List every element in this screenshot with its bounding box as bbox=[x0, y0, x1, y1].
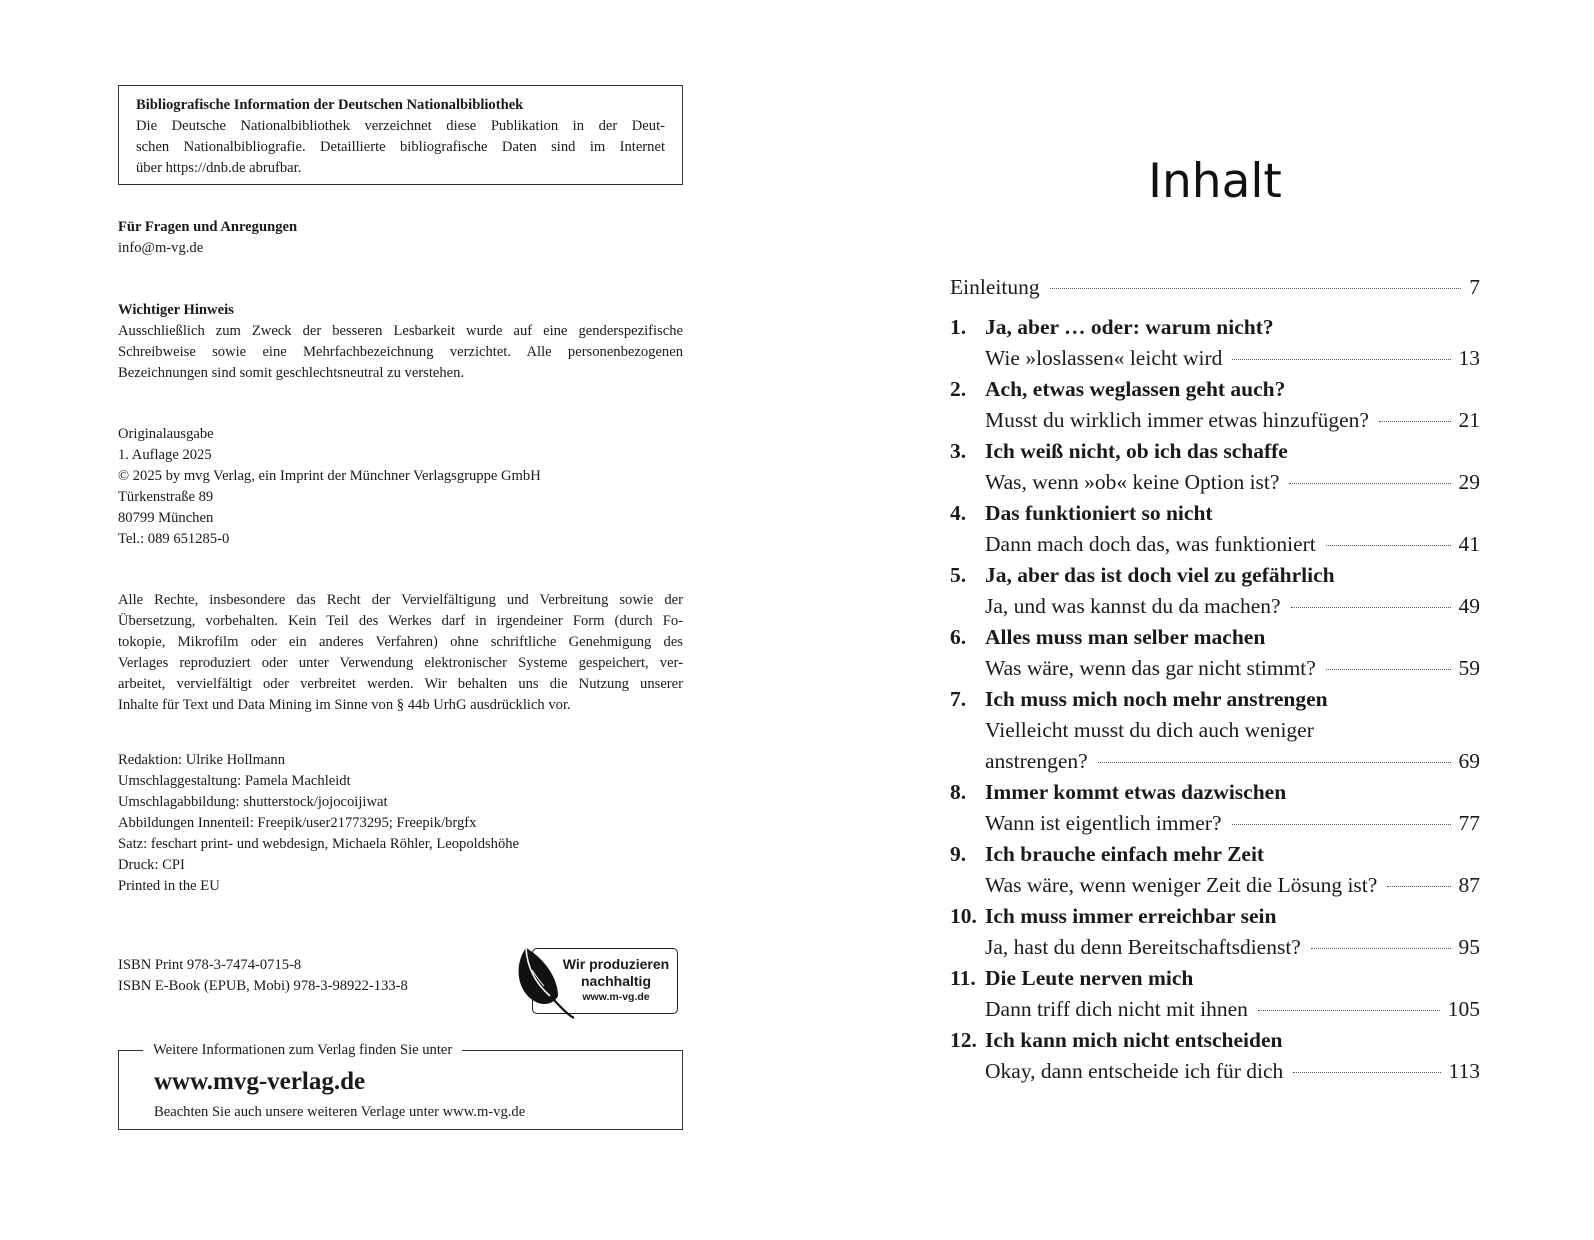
credit-line: Satz: feschart print- und webdesign, Michaela Röhler, Leopoldshöhe bbox=[118, 836, 520, 852]
toc-page-number: 113 bbox=[1448, 1059, 1480, 1083]
toc-entry-label: Einleitung bbox=[950, 275, 1040, 299]
rights-line: Verlages reproduziert oder unter Verwendung elektronischer Systeme gespeichert, ver- bbox=[118, 655, 683, 671]
rights-line: tokopie, Mikrofilm oder ein anderes Verfahren) ohne schriftliche Genehmigung des bbox=[118, 634, 683, 650]
chapter-title: Das funktioniert so nicht bbox=[985, 501, 1213, 525]
chapter-title: Ja, aber das ist doch viel zu gefährlich bbox=[985, 563, 1335, 587]
toc-chapter-heading[interactable] bbox=[950, 374, 1480, 405]
toc-subtitle-row[interactable] bbox=[950, 932, 1480, 963]
questions-heading: Für Fragen und Anregungen bbox=[118, 219, 298, 235]
credits-section bbox=[118, 750, 683, 897]
chapter-subtitle: Dann triff dich nicht mit ihnen bbox=[985, 997, 1248, 1021]
chapter-title: Die Leute nerven mich bbox=[985, 966, 1194, 990]
chapter-number: 9. bbox=[950, 842, 967, 866]
edition-line: 80799 München bbox=[118, 510, 214, 526]
chapter-subtitle: anstrengen? bbox=[985, 749, 1088, 773]
publisher-url[interactable]: www.mvg-verlag.de bbox=[154, 1068, 366, 1095]
leader-dots bbox=[1379, 421, 1451, 422]
chapter-title: Ich muss immer erreichbar sein bbox=[985, 904, 1277, 928]
chapter-title: Ich brauche einfach mehr Zeit bbox=[985, 842, 1265, 866]
toc-page-number: 41 bbox=[1458, 532, 1480, 556]
rights-line: Übersetzung, vorbehalten. Kein Teil des Werkes darf in irgendeiner Form (durch Fo- bbox=[118, 613, 683, 629]
toc-page-number: 87 bbox=[1458, 873, 1480, 897]
toc-subtitle-row[interactable] bbox=[950, 405, 1480, 436]
toc-chapter-heading[interactable] bbox=[950, 839, 1480, 870]
credit-line: Redaktion: Ulrike Hollmann bbox=[118, 752, 285, 768]
isbn-print: ISBN Print 978-3-7474-0715-8 bbox=[118, 957, 302, 973]
toc-chapter-heading[interactable] bbox=[950, 963, 1480, 994]
rights-section bbox=[118, 590, 683, 716]
toc-chapter-heading[interactable] bbox=[950, 901, 1480, 932]
edition-line: Originalausgabe bbox=[118, 426, 214, 442]
rights-line: Inhalte für Text und Data Mining im Sinne von § 44b UrhG ausdrücklich vor. bbox=[118, 697, 571, 713]
toc-list bbox=[950, 272, 1480, 1087]
seal-line-1: Wir produzieren bbox=[562, 956, 670, 972]
chapter-title: Immer kommt etwas dazwischen bbox=[985, 780, 1287, 804]
chapter-number: 7. bbox=[950, 687, 967, 711]
notice-section bbox=[118, 300, 683, 384]
chapter-subtitle: Wie »loslassen« leicht wird bbox=[985, 346, 1223, 370]
chapter-number: 2. bbox=[950, 377, 967, 401]
toc-subtitle-row[interactable] bbox=[950, 808, 1480, 839]
toc-chapter-heading[interactable] bbox=[950, 684, 1480, 715]
chapter-number: 6. bbox=[950, 625, 967, 649]
toc-chapter-heading[interactable] bbox=[950, 622, 1480, 653]
toc-chapter-heading[interactable] bbox=[950, 312, 1480, 343]
chapter-subtitle: Was wäre, wenn das gar nicht stimmt? bbox=[985, 656, 1316, 680]
toc-subtitle-row[interactable] bbox=[950, 994, 1480, 1025]
leader-dots bbox=[1387, 886, 1450, 887]
chapter-number: 3. bbox=[950, 439, 967, 463]
chapter-subtitle: Dann mach doch das, was funktioniert bbox=[985, 532, 1316, 556]
toc-subtitle-row[interactable] bbox=[950, 746, 1480, 777]
toc-page-number: 29 bbox=[1458, 470, 1480, 494]
edition-section bbox=[118, 424, 683, 550]
toc-chapter-heading[interactable] bbox=[950, 1025, 1480, 1056]
credit-line: Printed in the EU bbox=[118, 878, 220, 894]
toc-page-number: 105 bbox=[1447, 997, 1480, 1021]
leader-dots bbox=[1293, 1072, 1440, 1073]
toc-subtitle-row[interactable] bbox=[950, 591, 1480, 622]
rights-line: Alle Rechte, insbesondere das Recht der Vervielfältigung und Verbreitung sowie der bbox=[118, 592, 683, 608]
toc-entry-intro[interactable] bbox=[950, 272, 1480, 312]
dnb-info-box bbox=[118, 85, 683, 185]
questions-section bbox=[118, 217, 683, 259]
leader-dots bbox=[1098, 762, 1451, 763]
toc-chapter-heading[interactable] bbox=[950, 777, 1480, 808]
toc-subtitle-row[interactable] bbox=[950, 1056, 1480, 1087]
toc-chapter-heading[interactable] bbox=[950, 498, 1480, 529]
chapter-subtitle: Ja, hast du denn Bereitschaftsdienst? bbox=[985, 935, 1301, 959]
leaf-icon bbox=[514, 944, 576, 1022]
contact-email[interactable]: info@m-vg.de bbox=[118, 240, 204, 256]
toc-page-number: 13 bbox=[1458, 346, 1480, 370]
chapter-subtitle: Wann ist eigentlich immer? bbox=[985, 811, 1222, 835]
toc-page-number: 59 bbox=[1458, 656, 1480, 680]
leader-dots bbox=[1050, 288, 1462, 289]
chapter-subtitle: Okay, dann entscheide ich für dich bbox=[985, 1059, 1284, 1083]
dnb-line: Die Deutsche Nationalbibliothek verzeichnet diese Publikation in der Deut- bbox=[136, 118, 665, 134]
toc-page-number: 21 bbox=[1458, 408, 1480, 432]
leader-dots bbox=[1289, 483, 1450, 484]
seal-line-2: nachhaltig bbox=[580, 973, 651, 989]
chapter-title: Alles muss man selber machen bbox=[985, 625, 1266, 649]
toc-page-number: 49 bbox=[1458, 594, 1480, 618]
chapter-subtitle: Ja, und was kannst du da machen? bbox=[985, 594, 1281, 618]
leader-dots bbox=[1326, 545, 1451, 546]
credit-line: Druck: CPI bbox=[118, 857, 185, 873]
notice-line: Schreibweise sowie eine Mehrfachbezeichnung verzichtet. Alle personenbezogenen bbox=[118, 344, 683, 360]
publisher-web-box bbox=[118, 1042, 683, 1130]
toc-page-number: 95 bbox=[1458, 935, 1480, 959]
toc-subtitle-row[interactable] bbox=[950, 715, 1480, 746]
chapter-number: 12. bbox=[950, 1028, 977, 1052]
chapter-number: 4. bbox=[950, 501, 967, 525]
rights-line: arbeitet, vervielfältigt oder verbreitet werden. Wir behalten uns die Nutzung unserer bbox=[118, 676, 683, 692]
chapter-subtitle: Was wäre, wenn weniger Zeit die Lösung ist? bbox=[985, 873, 1378, 897]
toc-page-number: 69 bbox=[1458, 749, 1480, 773]
web-note: Beachten Sie auch unsere weiteren Verlage unter www.m-vg.de bbox=[154, 1104, 526, 1120]
chapter-number: 10. bbox=[950, 904, 977, 928]
toc-subtitle-row[interactable] bbox=[950, 870, 1480, 901]
leader-dots bbox=[1326, 669, 1451, 670]
leader-dots bbox=[1232, 824, 1451, 825]
chapter-title: Ich weiß nicht, ob ich das schaffe bbox=[985, 439, 1288, 463]
chapter-subtitle: Vielleicht musst du dich auch weniger bbox=[985, 718, 1314, 742]
leader-dots bbox=[1258, 1010, 1440, 1011]
chapter-subtitle: Was, wenn »ob« keine Option ist? bbox=[985, 470, 1280, 494]
chapter-number: 8. bbox=[950, 780, 967, 804]
chapter-subtitle: Musst du wirklich immer etwas hinzufügen? bbox=[985, 408, 1369, 432]
chapter-number: 11. bbox=[950, 966, 976, 990]
toc-title: Inhalt bbox=[1148, 154, 1282, 209]
toc-subtitle-row[interactable] bbox=[950, 653, 1480, 684]
chapter-number: 1. bbox=[950, 315, 967, 339]
edition-line: Türkenstraße 89 bbox=[118, 489, 214, 505]
edition-line: Tel.: 089 651285-0 bbox=[118, 531, 230, 547]
edition-line: © 2025 by mvg Verlag, ein Imprint der Münchner Verlagsgruppe GmbH bbox=[118, 468, 541, 484]
toc-chapter-heading[interactable] bbox=[950, 560, 1480, 591]
seal-line-3: www.m-vg.de bbox=[582, 991, 650, 1003]
toc-subtitle-row[interactable] bbox=[950, 343, 1480, 374]
leader-dots bbox=[1311, 948, 1451, 949]
dnb-line: über https://dnb.de abrufbar. bbox=[136, 160, 302, 176]
toc-page-number: 7 bbox=[1469, 275, 1480, 299]
sustainability-seal bbox=[514, 946, 682, 1018]
chapter-title: Ich muss mich noch mehr anstrengen bbox=[985, 687, 1328, 711]
notice-heading: Wichtiger Hinweis bbox=[118, 302, 234, 318]
isbn-ebook: ISBN E-Book (EPUB, Mobi) 978-3-98922-133-8 bbox=[118, 978, 408, 994]
notice-line: Bezeichnungen sind somit geschlechtsneutral zu verstehen. bbox=[118, 365, 465, 381]
toc-subtitle-row[interactable] bbox=[950, 467, 1480, 498]
chapter-title: Ach, etwas weglassen geht auch? bbox=[985, 377, 1286, 401]
notice-line: Ausschließlich zum Zweck der besseren Lesbarkeit wurde auf eine genderspezifische bbox=[118, 323, 683, 339]
dnb-line: schen Nationalbibliografie. Detaillierte bibliografische Daten sind im Internet bbox=[136, 139, 665, 155]
credit-line: Umschlaggestaltung: Pamela Machleidt bbox=[118, 773, 351, 789]
dnb-heading: Bibliografische Information der Deutschen Nationalbibliothek bbox=[136, 97, 524, 113]
credit-line: Abbildungen Innenteil: Freepik/user21773295; Freepik/brgfx bbox=[118, 815, 477, 831]
web-legend: Weitere Informationen zum Verlag finden Sie unter bbox=[143, 1040, 462, 1061]
toc-subtitle-row[interactable] bbox=[950, 529, 1480, 560]
chapter-title: Ich kann mich nicht entscheiden bbox=[985, 1028, 1283, 1052]
chapter-title: Ja, aber … oder: warum nicht? bbox=[985, 315, 1274, 339]
toc-page-number: 77 bbox=[1458, 811, 1480, 835]
edition-line: 1. Auflage 2025 bbox=[118, 447, 212, 463]
chapter-number: 5. bbox=[950, 563, 967, 587]
toc-chapter-heading[interactable] bbox=[950, 436, 1480, 467]
leader-dots bbox=[1291, 607, 1451, 608]
leader-dots bbox=[1232, 359, 1450, 360]
credit-line: Umschlagabbildung: shutterstock/jojocoijiwat bbox=[118, 794, 388, 810]
